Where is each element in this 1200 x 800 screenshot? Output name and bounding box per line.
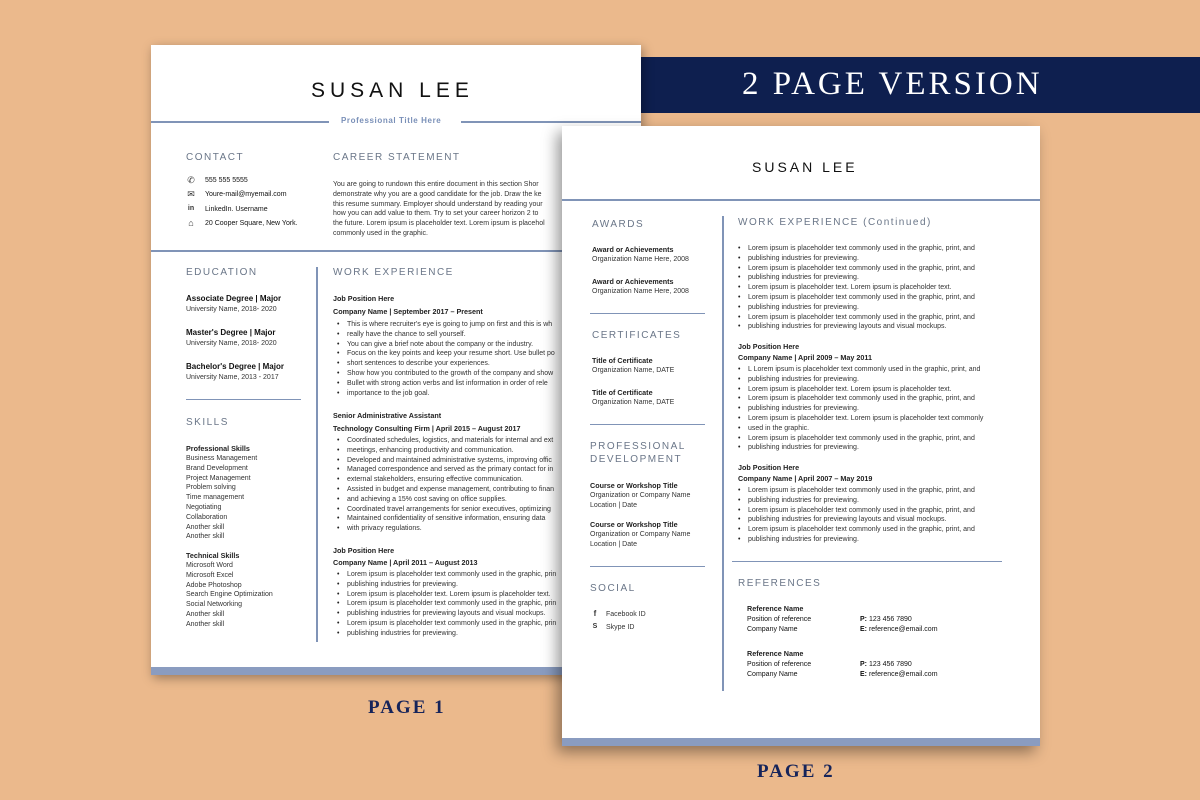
- p2-job-1-title: Job Position Here: [738, 342, 800, 351]
- column-divider: [316, 267, 318, 642]
- development-heading-line-2: DEVELOPMENT: [590, 454, 683, 465]
- professional-title: Professional Title Here: [341, 116, 442, 125]
- edu-detail-2: University Name, 2018- 2020: [186, 340, 277, 347]
- edu-degree-2: Master's Degree | Major: [186, 328, 276, 337]
- job-2-title: Senior Administrative Assistant: [333, 411, 442, 420]
- education-divider: [186, 399, 301, 400]
- contact-email: Youre-mail@myemail.com: [205, 191, 287, 198]
- reference-1-name: Reference Name: [747, 604, 804, 613]
- job-3-bullets: • Lorem ipsum is placeholder text commonly used in the graphic, prin • publishing industries for previewing. • Lorem ipsum is placeholder text. Lorem ipsum is placeholder text. • Lorem ipsum is placeholder text commonly used in the graphic, prin • publishing industries for previewing layouts and visual mockups. • Lorem ipsum is placeholder text commonly used in the graphic, prin • publishing industries for previewing.: [333, 570, 556, 639]
- work-divider-page-2: [732, 561, 1002, 562]
- social-skype: Skype ID: [606, 624, 635, 631]
- job-2-meta: Technology Consulting Firm | April 2015 – August 2017: [333, 424, 521, 433]
- job-2-bullets: • Coordinated schedules, logistics, and materials for internal and ext • meetings, enhancing productivity and communication. • Developed and maintained administrative systems, improving offic • Managed correspondence and served as the primary contact for in • external stakeholders, ensuring effective communication. • Assisted in budget and expense management, contributing to finan • and achieving a 15% cost saving on office supplies. • Coordinated travel arrangements for senior executives, optimizing • Maintained confidentiality of sensitive information, ensuring data • with privacy regulations.: [333, 436, 554, 534]
- job-1-title: Job Position Here: [333, 294, 395, 303]
- job-3-title: Job Position Here: [333, 546, 395, 555]
- contact-phone: 555 555 5555: [205, 177, 248, 184]
- column-divider-page-2: [722, 216, 724, 691]
- reference-2-phone: P: 123 456 7890: [860, 661, 912, 668]
- facebook-icon: f: [593, 609, 597, 618]
- job-1-bullets: • This is where recruiter's eye is going to jump on first and this is wh • really have the chance to sell yourself. • You can give a brief note about the company or the industry. • Focus on the key points and keep your resume short. Use bullet po • short sentences to describe your experiences. • Show how you contributed to the growth of the company and show • Bullet with strong action verbs and list information in order of rele • importance to the job goal.: [333, 320, 555, 398]
- job-1-meta: Company Name | September 2017 – Present: [333, 307, 483, 316]
- skype-icon: S: [592, 623, 598, 630]
- reference-2-name: Reference Name: [747, 649, 804, 658]
- references-heading: REFERENCES: [738, 578, 822, 589]
- resume-name: SUSAN LEE: [311, 79, 474, 102]
- page-2-footer-bar: [562, 738, 1040, 746]
- edu-detail-3: University Name, 2013 - 2017: [186, 374, 279, 381]
- phone-icon: ✆: [187, 175, 195, 185]
- linkedin-icon: in: [187, 205, 195, 212]
- certificate-2-title: Title of Certificate: [592, 388, 653, 397]
- reference-1-position: Position of reference: [747, 616, 812, 623]
- course-2-org: Organization or Company Name: [590, 531, 691, 538]
- edu-degree-3: Bachelor's Degree | Major: [186, 362, 284, 371]
- course-1-title: Course or Workshop Title: [590, 481, 678, 490]
- banner-title: 2 PAGE VERSION: [742, 66, 1043, 102]
- work-heading: WORK EXPERIENCE: [333, 267, 454, 278]
- edu-detail-1: University Name, 2018- 2020: [186, 306, 277, 313]
- work-continued-bullets: • Lorem ipsum is placeholder text commonly used in the graphic, print, and • publishing industries for previewing. • Lorem ipsum is placeholder text commonly used in the graphic, print, and • publishing industries for previewing. • Lorem ipsum is placeholder text. Lorem ipsum is placeholder text. • Lorem ipsum is placeholder text commonly used in the graphic, print, and • publishing industries for previewing. • Lorem ipsum is placeholder text commonly used in the graphic, print, and • publishing industries for previewing layouts and visual mockups.: [734, 244, 975, 332]
- p2-job-1-meta: Company Name | April 2009 – May 2011: [738, 353, 872, 362]
- award-1-title: Award or Achievements: [592, 245, 674, 254]
- career-statement: You are going to rundown this entire document in this section Shor demonstrate why you are a good candidate for the job. Draw the ke this resume summary. Employer should understand by reading your how you can add value to them. Try to set your career horizon 2 to the future. Lorem ipsum is placeholder text. Lorem ipsum is placehol commonly used in the graphic.: [333, 181, 545, 237]
- development-divider: [590, 566, 705, 567]
- reference-2-position: Position of reference: [747, 661, 812, 668]
- award-2-title: Award or Achievements: [592, 277, 674, 286]
- professional-skills-heading: Professional Skills: [186, 444, 250, 453]
- reference-2-email: E: reference@email.com: [860, 671, 938, 678]
- certificates-divider: [590, 424, 705, 425]
- certificate-1-detail: Organization Name, DATE: [592, 367, 675, 374]
- p2-job-2-meta: Company Name | April 2007 – May 2019: [738, 474, 873, 483]
- reference-1-email: E: reference@email.com: [860, 626, 938, 633]
- award-2-detail: Organization Name Here, 2008: [592, 288, 689, 295]
- certificate-1-title: Title of Certificate: [592, 356, 653, 365]
- resume-name-page-2: SUSAN LEE: [752, 159, 858, 175]
- skills-heading: SKILLS: [186, 417, 229, 428]
- work-continued-heading: WORK EXPERIENCE (Continued): [738, 217, 932, 228]
- header-divider-page-2: [562, 199, 1040, 201]
- email-icon: ✉: [187, 189, 195, 199]
- p2-job-2-title: Job Position Here: [738, 463, 800, 472]
- contact-linkedin: LinkedIn. Username: [205, 206, 268, 213]
- education-heading: EDUCATION: [186, 267, 258, 278]
- contact-heading: CONTACT: [186, 152, 245, 163]
- reference-1-phone: P: 123 456 7890: [860, 616, 912, 623]
- reference-2-company: Company Name: [747, 671, 798, 678]
- awards-divider: [590, 313, 705, 314]
- development-heading-line-1: PROFESSIONAL: [590, 441, 686, 452]
- p2-job-2-bullets: • Lorem ipsum is placeholder text commonly used in the graphic, print, and • publishing industries for previewing. • Lorem ipsum is placeholder text commonly used in the graphic, print, and • publishing industries for previewing layouts and visual mockups. • Lorem ipsum is placeholder text commonly used in the graphic, print, and • publishing industries for previewing.: [734, 486, 975, 545]
- home-icon: ⌂: [188, 218, 194, 228]
- award-1-detail: Organization Name Here, 2008: [592, 256, 689, 263]
- contact-address: 20 Cooper Square, New York.: [205, 220, 298, 227]
- p2-job-1-bullets: • L Lorem ipsum is placeholder text commonly used in the graphic, print, and • publishing industries for previewing. • Lorem ipsum is placeholder text. Lorem ipsum is placeholder text. • Lorem ipsum is placeholder text commonly used in the graphic, print, and • publishing industries for previewing. • Lorem ipsum is placeholder text. Lorem ipsum is placeholder text commonly • used in the graphic. • Lorem ipsum is placeholder text commonly used in the graphic, print, and • publishing industries for previewing.: [734, 365, 983, 453]
- page-1-caption: PAGE 1: [368, 697, 446, 718]
- job-3-meta: Company Name | April 2011 – August 2013: [333, 558, 478, 567]
- edu-degree-1: Associate Degree | Major: [186, 294, 282, 303]
- technical-skills-heading: Technical Skills: [186, 551, 240, 560]
- course-2-location: Location | Date: [590, 541, 637, 548]
- social-heading: SOCIAL: [590, 583, 636, 594]
- course-1-org: Organization or Company Name: [590, 492, 691, 499]
- social-facebook: Facebook ID: [606, 611, 646, 618]
- reference-1-company: Company Name: [747, 626, 798, 633]
- page-2-caption: PAGE 2: [757, 761, 835, 782]
- course-1-location: Location | Date: [590, 502, 637, 509]
- career-heading: CAREER STATEMENT: [333, 152, 461, 163]
- title-divider-left: [151, 121, 329, 123]
- resume-page-2: [562, 126, 1040, 746]
- awards-heading: AWARDS: [592, 219, 645, 230]
- title-divider-right: [461, 121, 641, 123]
- technical-skills-list: Microsoft Word Microsoft Excel Adobe Photoshop Search Engine Optimization Social Networking Another skill Another skill: [186, 562, 273, 628]
- course-2-title: Course or Workshop Title: [590, 520, 678, 529]
- certificate-2-detail: Organization Name, DATE: [592, 399, 675, 406]
- professional-skills-list: Business Management Brand Development Project Management Problem solving Time management Negotiating Collaboration Another skill Another skill: [186, 455, 258, 541]
- certificates-heading: CERTIFICATES: [592, 330, 682, 341]
